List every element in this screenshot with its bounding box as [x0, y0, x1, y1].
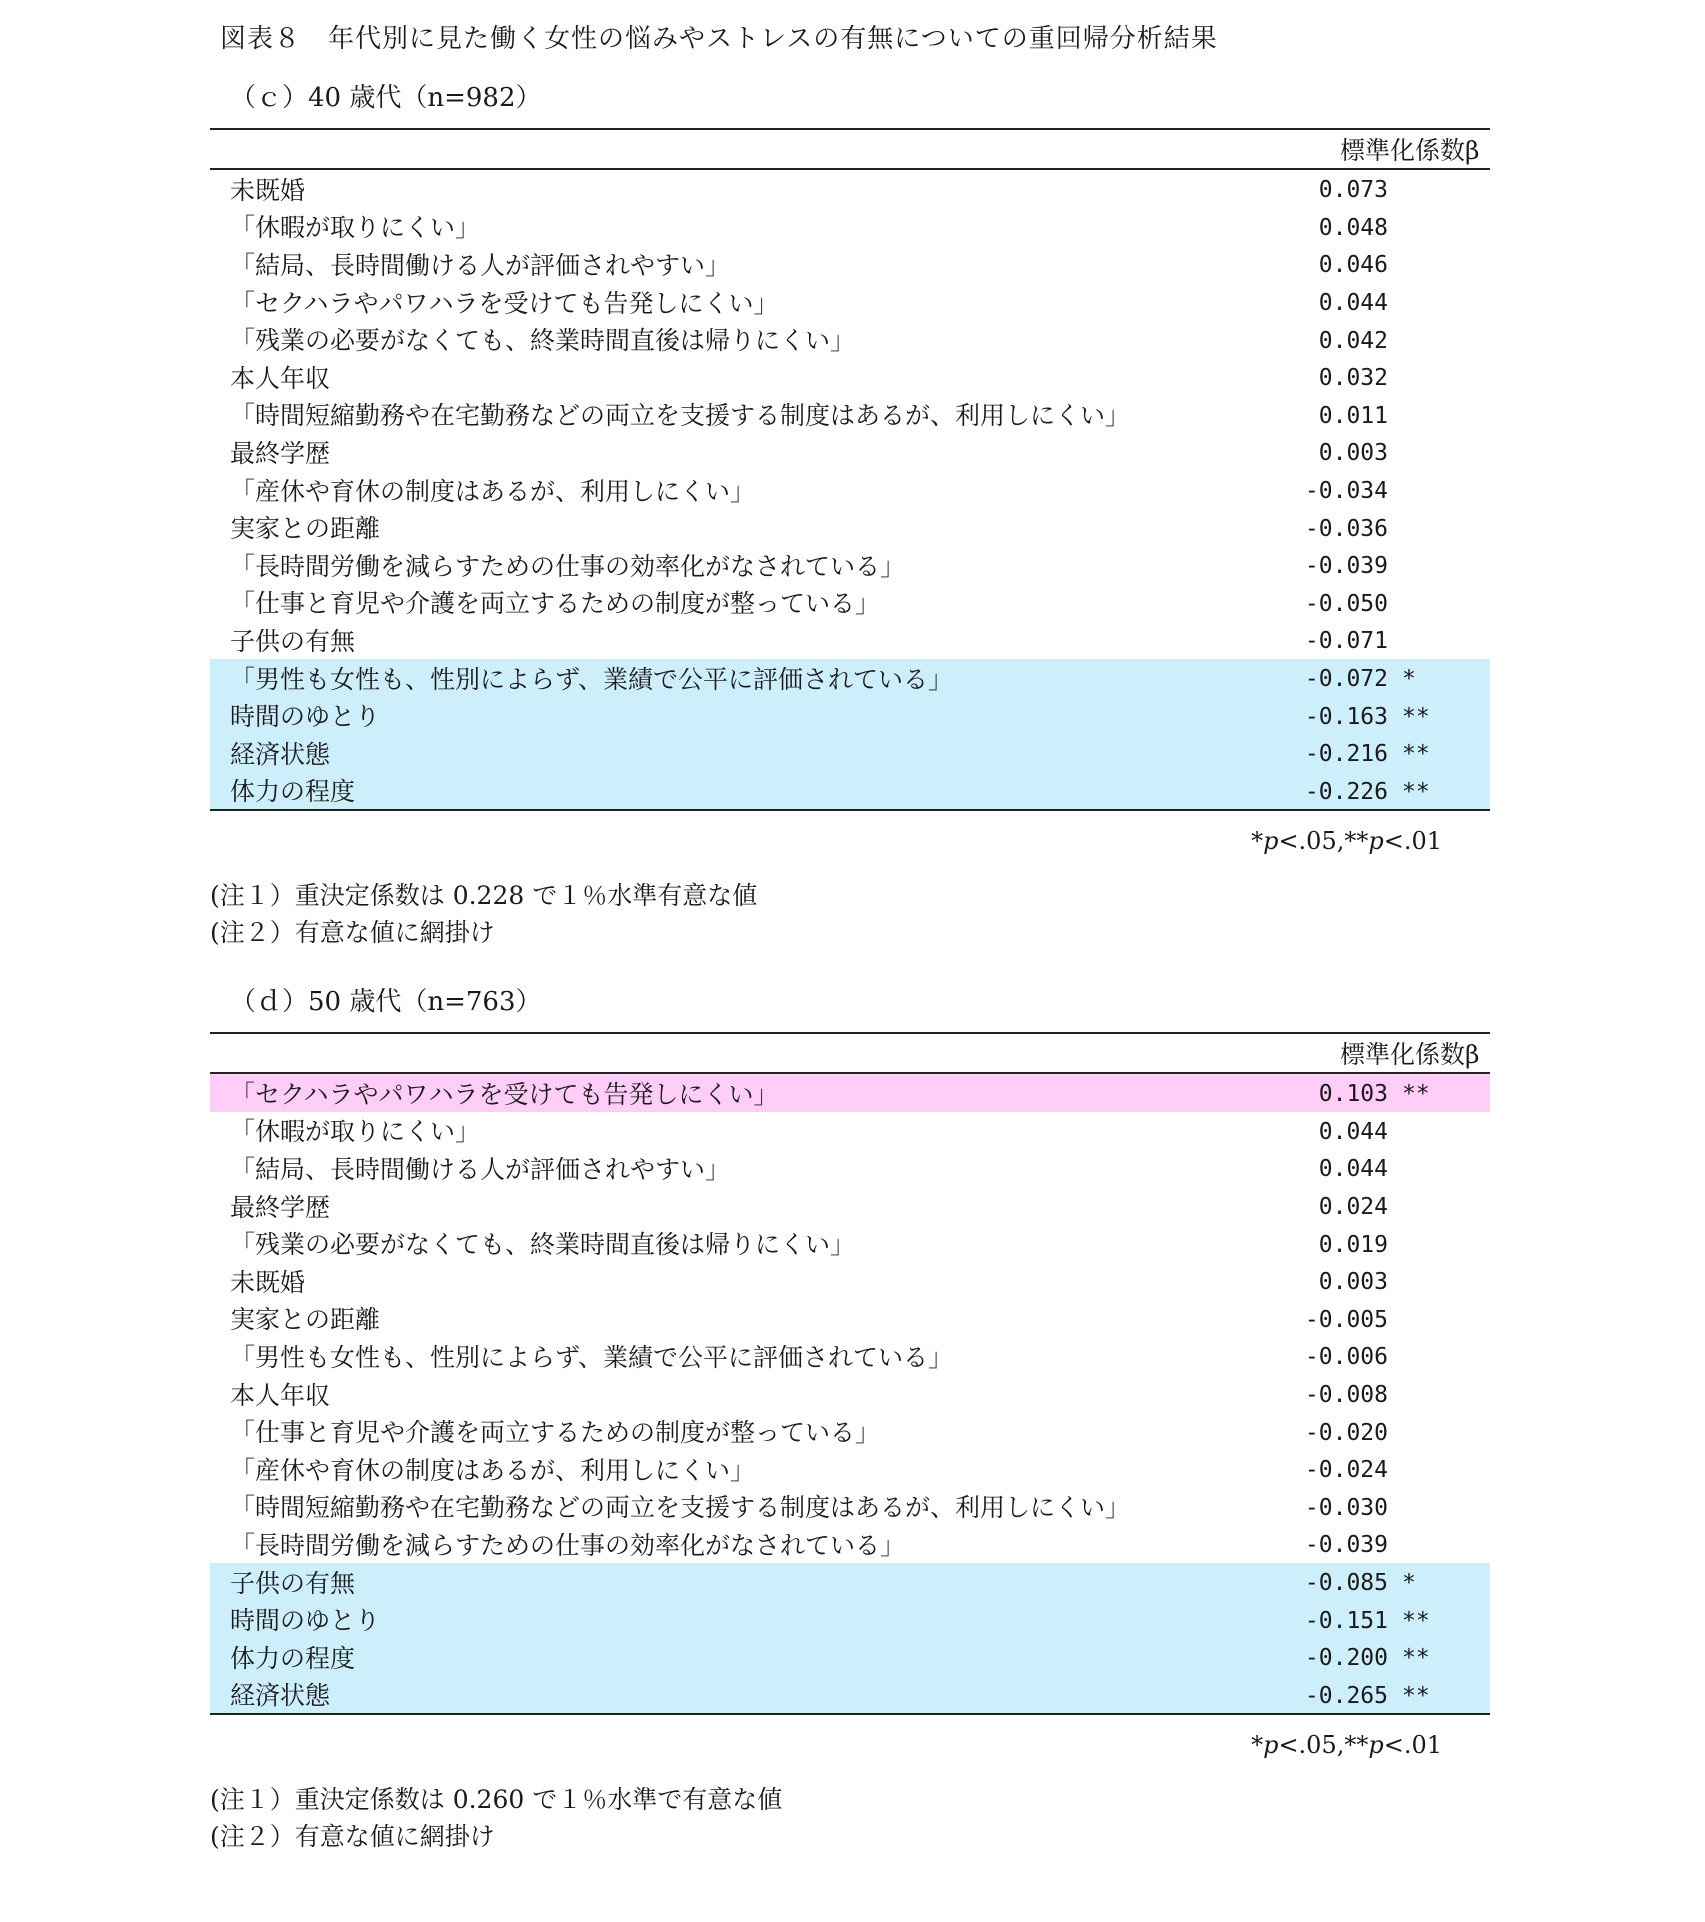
- row-value-cell: [1260, 1375, 1490, 1413]
- row-value-cell: [1260, 245, 1490, 283]
- row-label: 「休暇が取りにくい」: [230, 213, 481, 243]
- row-label: 実家との距離: [230, 1305, 381, 1335]
- row-label: 「セクハラやパワハラを受けても告発しにくい」: [230, 288, 779, 318]
- row-label: 最終学歴: [230, 1192, 331, 1222]
- row-value-cell: [1260, 584, 1490, 622]
- table-row: [210, 659, 1490, 697]
- row-label: 本人年収: [230, 1380, 331, 1410]
- row-value-cell: [1260, 1488, 1490, 1526]
- table-row: [210, 1262, 1490, 1300]
- row-value-cell: [1260, 358, 1490, 396]
- coefficient-value: 0.046: [1318, 252, 1388, 279]
- row-label: 「残業の必要がなくても、終業時間直後は帰りにくい」: [230, 1230, 856, 1260]
- row-value-cell: [1260, 1450, 1490, 1488]
- row-value-cell: [1260, 1187, 1490, 1225]
- coefficient-value: -0.036: [1304, 515, 1388, 542]
- row-value-cell: [1260, 1638, 1490, 1676]
- coefficient-value: -0.072: [1304, 666, 1388, 693]
- table-row: [210, 245, 1490, 283]
- table-row: [210, 1149, 1490, 1187]
- section-50s: [210, 980, 1490, 1855]
- row-value-cell: [1260, 1300, 1490, 1338]
- table-row: [210, 283, 1490, 321]
- row-value-cell: [1260, 1563, 1490, 1601]
- table-row: [210, 1563, 1490, 1601]
- coefficient-value: 0.032: [1318, 365, 1388, 392]
- regression-table: [210, 128, 1490, 811]
- coefficient-value: -0.030: [1304, 1494, 1388, 1521]
- significance-mark: **: [1402, 1081, 1430, 1108]
- table-row: [210, 169, 1490, 208]
- significance-mark: **: [1402, 1645, 1430, 1672]
- row-value-cell: [1260, 433, 1490, 471]
- table-row: [210, 1187, 1490, 1225]
- coefficient-value: -0.151: [1304, 1607, 1388, 1634]
- row-value-cell: [1260, 696, 1490, 734]
- note-1: (注１）重決定係数は 0.228 で１％水準有意な値: [210, 881, 758, 911]
- coefficient-value: 0.103: [1318, 1081, 1388, 1108]
- row-label: 「休暇が取りにくい」: [230, 1117, 481, 1147]
- coefficient-value: -0.085: [1304, 1570, 1388, 1597]
- significance-mark: **: [1402, 778, 1430, 805]
- table-row: [210, 471, 1490, 509]
- table-row: [210, 1412, 1490, 1450]
- table-row: [210, 1676, 1490, 1715]
- coefficient-value: -0.163: [1304, 703, 1388, 730]
- table-row: [210, 358, 1490, 396]
- coefficient-value: -0.008: [1304, 1382, 1388, 1409]
- coefficient-value: -0.071: [1304, 628, 1388, 655]
- row-value-cell: [1260, 546, 1490, 584]
- coefficient-value: -0.200: [1304, 1645, 1388, 1672]
- row-label: 「残業の必要がなくても、終業時間直後は帰りにくい」: [230, 326, 856, 356]
- row-label: 時間のゆとり: [210, 1600, 1260, 1638]
- coefficient-value: -0.039: [1304, 1532, 1388, 1559]
- coefficient-value: -0.020: [1304, 1419, 1388, 1446]
- coefficient-value: -0.226: [1304, 778, 1388, 805]
- table-row: [210, 208, 1490, 246]
- figure-title: 図表８ 年代別に見た働く女性の悩みやストレスの有無についての重回帰分析結果: [220, 24, 1218, 54]
- row-value-cell: [1260, 1224, 1490, 1262]
- significance-mark: **: [1402, 1682, 1430, 1709]
- row-value-cell: [1260, 659, 1490, 697]
- row-value-cell: [1260, 471, 1490, 509]
- row-label: 「産休や育休の制度はあるが、利用しにくい」: [230, 1455, 756, 1485]
- row-label: 「結局、長時間働ける人が評価されやすい」: [230, 250, 731, 280]
- significance-note: *p<.05,**p<.01: [1251, 1731, 1442, 1760]
- table-row: [210, 621, 1490, 659]
- note-2: (注２）有意な値に網掛け: [210, 918, 495, 948]
- table-row: [210, 734, 1490, 772]
- row-label: 実家との距離: [230, 514, 381, 544]
- row-value-cell: [1260, 1073, 1490, 1112]
- regression-table: [210, 1032, 1490, 1715]
- row-value-cell: [1260, 169, 1490, 208]
- table-row: [210, 1638, 1490, 1676]
- row-value-cell: [1260, 1149, 1490, 1187]
- coefficient-value: -0.005: [1304, 1306, 1388, 1333]
- row-label: 本人年収: [230, 363, 331, 393]
- row-value-cell: [1260, 208, 1490, 246]
- table-row: [210, 772, 1490, 811]
- significance-mark: **: [1402, 703, 1430, 730]
- row-value-cell: [1260, 1525, 1490, 1563]
- coefficient-value: 0.011: [1318, 402, 1388, 429]
- table-row: [210, 546, 1490, 584]
- table-row: [210, 1525, 1490, 1563]
- table-row: [210, 1375, 1490, 1413]
- coefficient-value: 0.048: [1318, 214, 1388, 241]
- row-value-cell: [1260, 1600, 1490, 1638]
- significance-note: *p<.05,**p<.01: [1251, 827, 1442, 856]
- row-label: 子供の有無: [230, 626, 356, 656]
- row-label: 「長時間労働を減らすための仕事の効率化がなされている」: [230, 551, 906, 581]
- table-row: [210, 433, 1490, 471]
- coefficient-value: 0.003: [1318, 1269, 1388, 1296]
- row-label: 経済状態: [210, 734, 1260, 772]
- row-value-cell: [1260, 1412, 1490, 1450]
- row-label: 最終学歴: [230, 438, 331, 468]
- coefficient-value: -0.216: [1304, 741, 1388, 768]
- row-value-cell: [1260, 320, 1490, 358]
- row-label: 「時間短縮勤務や在宅勤務などの両立を支援する制度はあるが、利用しにくい」: [230, 1493, 1131, 1523]
- significance-mark: **: [1402, 1607, 1430, 1634]
- coefficient-value: 0.073: [1318, 177, 1388, 204]
- table-header-row: [210, 129, 1490, 169]
- header-label-cell: [210, 129, 1260, 169]
- row-value-cell: [1260, 1112, 1490, 1150]
- row-value-cell: [1260, 621, 1490, 659]
- coefficient-value: 0.019: [1318, 1231, 1388, 1258]
- coefficient-value: -0.050: [1304, 590, 1388, 617]
- header-label-cell: [210, 1033, 1260, 1073]
- notes: [210, 1781, 1490, 1855]
- row-label: 体力の程度: [210, 772, 1260, 811]
- coefficient-value: 0.003: [1318, 440, 1388, 467]
- coefficient-value: -0.034: [1304, 478, 1388, 505]
- coefficient-value: 0.044: [1318, 1118, 1388, 1145]
- table-row: [210, 1337, 1490, 1375]
- row-value-cell: [1260, 1262, 1490, 1300]
- significance-mark: *: [1402, 666, 1416, 693]
- table-body: [210, 1073, 1490, 1714]
- row-label: 未既婚: [230, 175, 306, 205]
- table-row: [210, 584, 1490, 622]
- significance-mark: *: [1402, 1570, 1416, 1597]
- table-row: [210, 696, 1490, 734]
- row-value-cell: [1260, 508, 1490, 546]
- coefficient-value: 0.044: [1318, 1156, 1388, 1183]
- row-label: 「長時間労働を減らすための仕事の効率化がなされている」: [230, 1530, 906, 1560]
- row-value-cell: [1260, 1337, 1490, 1375]
- row-label: 経済状態: [210, 1676, 1260, 1715]
- row-value-cell: [1260, 396, 1490, 434]
- row-label: 未既婚: [230, 1267, 306, 1297]
- notes: [210, 877, 1490, 951]
- table-row: [210, 396, 1490, 434]
- table-row: [210, 1450, 1490, 1488]
- row-value-cell: [1260, 1676, 1490, 1715]
- column-header: 標準化係数β: [1260, 129, 1490, 169]
- table-row: [210, 1600, 1490, 1638]
- note-1: (注１）重決定係数は 0.260 で１％水準で有意な値: [210, 1785, 783, 1815]
- row-label: 子供の有無: [210, 1563, 1260, 1601]
- section-40s: [210, 76, 1490, 951]
- row-label: 「産休や育休の制度はあるが、利用しにくい」: [230, 476, 756, 506]
- row-label: 「男性も女性も、性別によらず、業績で公平に評価されている」: [230, 1342, 954, 1372]
- table-body: [210, 169, 1490, 810]
- row-value-cell: [1260, 772, 1490, 811]
- row-value-cell: [1260, 734, 1490, 772]
- coefficient-value: -0.265: [1304, 1682, 1388, 1709]
- row-label: 「セクハラやパワハラを受けても告発しにくい」: [210, 1073, 1260, 1112]
- coefficient-value: 0.024: [1318, 1194, 1388, 1221]
- table-row: [210, 1488, 1490, 1526]
- table-row: [210, 508, 1490, 546]
- coefficient-value: 0.044: [1318, 290, 1388, 317]
- section-subtitle: （ｄ）50 歳代（n=763）: [230, 987, 542, 1017]
- row-label: 「男性も女性も、性別によらず、業績で公平に評価されている」: [210, 659, 1260, 697]
- row-label: 体力の程度: [210, 1638, 1260, 1676]
- table-row: [210, 1300, 1490, 1338]
- table-row: [210, 1073, 1490, 1112]
- coefficient-value: 0.042: [1318, 327, 1388, 354]
- coefficient-value: -0.039: [1304, 553, 1388, 580]
- row-label: 時間のゆとり: [210, 696, 1260, 734]
- row-label: 「結局、長時間働ける人が評価されやすい」: [230, 1154, 731, 1184]
- note-2: (注２）有意な値に網掛け: [210, 1822, 495, 1852]
- row-value-cell: [1260, 283, 1490, 321]
- row-label: 「時間短縮勤務や在宅勤務などの両立を支援する制度はあるが、利用しにくい」: [230, 401, 1131, 431]
- row-label: 「仕事と育児や介護を両立するための制度が整っている」: [230, 589, 881, 619]
- table-row: [210, 320, 1490, 358]
- significance-mark: **: [1402, 741, 1430, 768]
- table-row: [210, 1224, 1490, 1262]
- table-row: [210, 1112, 1490, 1150]
- row-label: 「仕事と育児や介護を両立するための制度が整っている」: [230, 1418, 881, 1448]
- coefficient-value: -0.024: [1304, 1457, 1388, 1484]
- section-subtitle: （ｃ）40 歳代（n=982）: [230, 83, 542, 113]
- coefficient-value: -0.006: [1304, 1344, 1388, 1371]
- column-header: 標準化係数β: [1260, 1033, 1490, 1073]
- table-header-row: [210, 1033, 1490, 1073]
